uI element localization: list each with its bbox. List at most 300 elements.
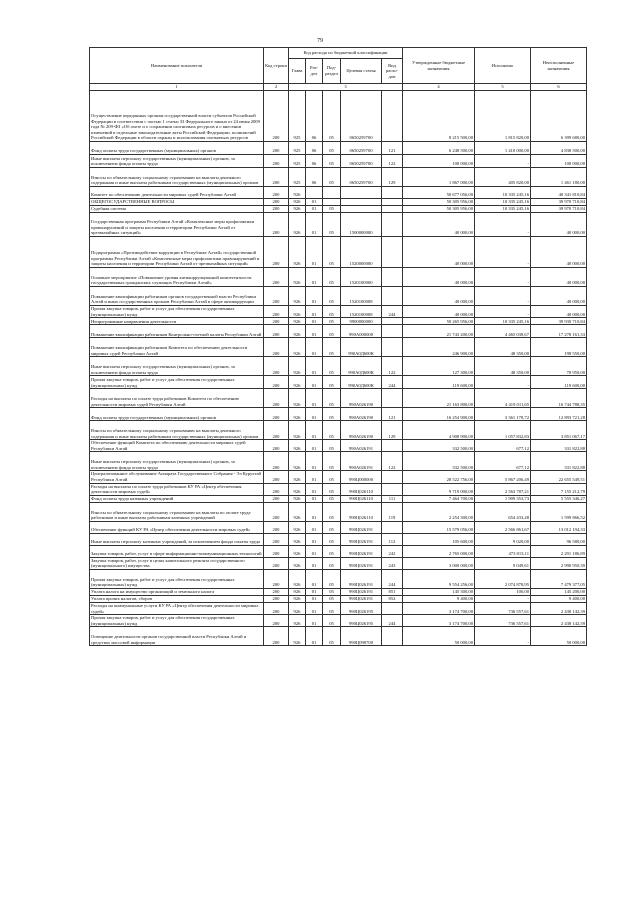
row-target: 990Ц026110: [341, 502, 382, 521]
row-razdel: 01: [306, 306, 323, 318]
row-code: 200: [264, 615, 289, 627]
row-code: 200: [264, 206, 289, 213]
row-unexecuted: 40 341 810,84: [531, 187, 587, 199]
row-target: 0650259700: [341, 142, 382, 155]
row-code: 200: [264, 483, 289, 495]
header-razdel: Раз-дел: [306, 59, 323, 84]
row-podrazdel: 05: [323, 588, 341, 595]
row-glava: 925: [289, 91, 306, 142]
row-glava: 926: [289, 595, 306, 602]
row-podrazdel: 05: [323, 357, 341, 376]
row-glava: 926: [289, 615, 306, 627]
row-executed: 405 820,00: [475, 168, 531, 187]
row-unexecuted: 39 970 710,84: [531, 206, 587, 213]
table-row: [90, 325, 587, 338]
row-unexecuted: 12 893 721,28: [531, 408, 587, 421]
column-number: 1: [90, 84, 264, 91]
row-glava: 926: [289, 325, 306, 338]
row-target: 0650259700: [341, 155, 382, 168]
row-name: Расходы на коммунальные услуги КУ РА «Центр обеспечения деятельности мировых судей»: [90, 602, 264, 614]
row-expense-type: 122: [382, 452, 403, 471]
row-podrazdel: 05: [323, 408, 341, 421]
row-approved: 15 579 056,00: [403, 521, 475, 533]
row-razdel: 01: [306, 557, 323, 569]
row-expense-type: [382, 521, 403, 533]
row-podrazdel: 05: [323, 495, 341, 502]
row-target: 990А0Д600К: [341, 357, 382, 376]
table-row: [90, 318, 587, 325]
row-unexecuted: 39 970 710,84: [531, 199, 587, 206]
row-name: Централизованное обслуживание Аппарата Государственного Собрания - Эл Курултай Республики Алтай: [90, 471, 264, 483]
row-code: 200: [264, 155, 289, 168]
row-name: Фонд оплаты труда государственных (муниципальных) органов: [90, 408, 264, 421]
row-code: 200: [264, 545, 289, 557]
column-number: 2: [264, 84, 289, 91]
row-target: 990А0Д600К: [341, 338, 382, 357]
row-target: 990Ц026191: [341, 545, 382, 557]
row-name: Повышение квалификации работников Комитета по обеспечению деятельности мировых судей Республики Алтай: [90, 338, 264, 357]
row-glava: 925: [289, 155, 306, 168]
row-target: 990Ц026195: [341, 615, 382, 627]
row-glava: 926: [289, 421, 306, 440]
row-code: 200: [264, 452, 289, 471]
row-code: 200: [264, 602, 289, 614]
row-unexecuted: 22 655 549,51: [531, 471, 587, 483]
row-executed: 677,12: [475, 452, 531, 471]
table-row: [90, 199, 587, 206]
row-unexecuted: 7 155 212,79: [531, 483, 587, 495]
row-expense-type: 244: [382, 615, 403, 627]
table-row: [90, 440, 587, 452]
row-glava: 926: [289, 408, 306, 421]
row-approved: 4 908 900,00: [403, 421, 475, 440]
table-row: [90, 268, 587, 287]
row-glava: 926: [289, 338, 306, 357]
row-glava: 926: [289, 440, 306, 452]
row-podrazdel: 05: [323, 602, 341, 614]
row-approved: 50 305 956,00: [403, 199, 475, 206]
row-glava: 926: [289, 357, 306, 376]
row-target: 990Ц000000: [341, 471, 382, 483]
row-podrazdel: 05: [323, 287, 341, 306]
row-name: Подпрограмма «Противодействие коррупции в Республике Алтай» государственной программы Республики Алтай «Комплексные меры профилактики правонарушений и защиты населения и территории Республики Алтай от чрезвычайных ситуаций»: [90, 237, 264, 268]
row-approved: 21 743 200,00: [403, 325, 475, 338]
table-row: [90, 615, 587, 627]
row-razdel: 01: [306, 206, 323, 213]
row-target: [341, 199, 382, 206]
row-name: Обеспечение функций КУ РА «Центр обеспечения деятельности мировых судей»: [90, 521, 264, 533]
row-expense-type: 119: [382, 502, 403, 521]
row-approved: 50 305 956,00: [403, 206, 475, 213]
row-name: Судебная система: [90, 206, 264, 213]
row-code: 200: [264, 357, 289, 376]
row-expense-type: 121: [382, 142, 403, 155]
row-code: 200: [264, 325, 289, 338]
row-podrazdel: 05: [323, 91, 341, 142]
row-code: 200: [264, 237, 289, 268]
row-executed: 1 057 832,83: [475, 421, 531, 440]
row-approved: 145 300,00: [403, 588, 475, 595]
row-executed: -: [475, 376, 531, 389]
row-expense-type: 122: [382, 155, 403, 168]
row-glava: 926: [289, 199, 306, 206]
row-unexecuted: 40 000,00: [531, 213, 587, 237]
table-row: [90, 168, 587, 187]
row-unexecuted: 1 461 180,00: [531, 168, 587, 187]
table-row: [90, 421, 587, 440]
row-approved: 16 254 900,00: [403, 408, 475, 421]
row-podrazdel: 05: [323, 206, 341, 213]
header-approved: Утвержденные бюджетные назначения: [403, 48, 475, 84]
row-razdel: 06: [306, 91, 323, 142]
row-podrazdel: [323, 199, 341, 206]
row-approved: 2 765 000,00: [403, 545, 475, 557]
row-glava: 926: [289, 452, 306, 471]
row-approved: 50 265 956,00: [403, 318, 475, 325]
row-razdel: 01: [306, 357, 323, 376]
row-target: 990Ц026191: [341, 569, 382, 588]
table-body: [90, 91, 587, 646]
row-glava: 926: [289, 237, 306, 268]
row-name: Взносы по обязательному социальному страхованию на выплаты денежного содержания и иные выплаты работникам государственных (муниципальных) органов: [90, 421, 264, 440]
row-razdel: 01: [306, 595, 323, 602]
row-code: 200: [264, 213, 289, 237]
row-target: 1520100008: [341, 287, 382, 306]
row-unexecuted: 1 599 866,52: [531, 502, 587, 521]
row-name: Государственная программа Республики Алтай «Комплексные меры профилактики правонарушений и защиты населения и территории Республики Алтай от чрезвычайных ситуаций»: [90, 213, 264, 237]
table-row: [90, 287, 587, 306]
row-razdel: 01: [306, 471, 323, 483]
row-razdel: 01: [306, 602, 323, 614]
row-razdel: 01: [306, 495, 323, 502]
row-razdel: 01: [306, 338, 323, 357]
row-target: 990А026191: [341, 452, 382, 471]
table-row: [90, 389, 587, 408]
table-row: [90, 557, 587, 569]
row-glava: 926: [289, 627, 306, 646]
row-approved: 7 464 700,00: [403, 495, 475, 502]
row-name: Иные выплаты персоналу государственных (муниципальных) органов, за исключением фонда оплаты труда: [90, 155, 264, 168]
row-executed: 100,00: [475, 588, 531, 595]
row-glava: 926: [289, 389, 306, 408]
row-name: Повышение квалификации работников органов государственной власти Республики Алтай и иных государственных органов Республики Алтай в сфере антикоррупции: [90, 287, 264, 306]
row-unexecuted: 39 930 710,84: [531, 318, 587, 325]
row-target: 990Ц026191: [341, 595, 382, 602]
row-razdel: 01: [306, 615, 323, 627]
row-approved: 9 719 000,00: [403, 483, 475, 495]
table-row: [90, 213, 587, 237]
row-unexecuted: 40 000,00: [531, 306, 587, 318]
row-name: Основное мероприятие «Повышение уровня антикоррупционной компетентности государственных гражданских служащих Республики Алтай»: [90, 268, 264, 287]
row-target: 990Ц026191: [341, 588, 382, 595]
row-approved: 100 000,00: [403, 155, 475, 168]
table-row: [90, 521, 587, 533]
row-expense-type: [382, 318, 403, 325]
row-expense-type: 129: [382, 168, 403, 187]
row-name: Уплата прочих налогов, сборов: [90, 595, 264, 602]
row-approved: 3 174 700,00: [403, 602, 475, 614]
row-podrazdel: 05: [323, 268, 341, 287]
row-glava: 926: [289, 588, 306, 595]
row-expense-type: 129: [382, 421, 403, 440]
row-executed: 1 815 820,00: [475, 91, 531, 142]
table-row: [90, 206, 587, 213]
row-unexecuted: 2 990 950,39: [531, 557, 587, 569]
row-name: Иные выплаты персоналу государственных (муниципальных) органов, за исключением фонда оплаты труда: [90, 452, 264, 471]
column-number: 3: [289, 84, 403, 91]
row-expense-type: [382, 440, 403, 452]
row-unexecuted: 40 000,00: [531, 287, 587, 306]
row-name: Осуществление переданных органам государственной власти субъектов Российской Федерации в соответствии с частью 1 статьи 33 Федерального закона от 24 июня 2009 года № 209-ФЗ «Об охоте и о сохранении охотничьих ресурсов и о внесении изменений в отдельные законодательные акты Российской Федерации» полномочий Российской Федерации в области охраны и использования охотничьих ресурсов: [90, 91, 264, 142]
row-glava: 926: [289, 187, 306, 199]
row-unexecuted: 17 278 161,33: [531, 325, 587, 338]
row-name: Фонд оплаты труда казенных учреждений: [90, 495, 264, 502]
row-approved: 246 900,00: [403, 338, 475, 357]
row-name: Комитет по обеспечению деятельности мировых судей Республики Алтай: [90, 187, 264, 199]
row-podrazdel: 05: [323, 421, 341, 440]
row-glava: 926: [289, 602, 306, 614]
row-code: 200: [264, 91, 289, 142]
row-podrazdel: 05: [323, 389, 341, 408]
row-podrazdel: 05: [323, 471, 341, 483]
row-podrazdel: 05: [323, 569, 341, 588]
row-podrazdel: 05: [323, 213, 341, 237]
row-name: ОБЩЕГОСУДАРСТВЕННЫЕ ВОПРОСЫ: [90, 199, 264, 206]
row-expense-type: 852: [382, 595, 403, 602]
row-target: 990А026190: [341, 389, 382, 408]
row-expense-type: [382, 471, 403, 483]
row-executed: -: [475, 595, 531, 602]
row-razdel: 01: [306, 376, 323, 389]
row-approved: 50 000,00: [403, 627, 475, 646]
row-executed: 9 049,61: [475, 557, 531, 569]
row-expense-type: [382, 206, 403, 213]
row-razdel: 01: [306, 389, 323, 408]
row-code: 200: [264, 142, 289, 155]
row-approved: 3 174 700,00: [403, 615, 475, 627]
row-razdel: 01: [306, 440, 323, 452]
row-executed: -: [475, 306, 531, 318]
row-name: Непрограммные направления деятельности: [90, 318, 264, 325]
table-row: [90, 452, 587, 471]
row-podrazdel: 05: [323, 533, 341, 545]
row-glava: 926: [289, 268, 306, 287]
row-unexecuted: 7 479 377,05: [531, 569, 587, 588]
row-unexecuted: 2 291 186,89: [531, 545, 587, 557]
row-glava: 926: [289, 471, 306, 483]
row-unexecuted: 2 438 142,39: [531, 615, 587, 627]
row-expense-type: [382, 627, 403, 646]
row-expense-type: [382, 338, 403, 357]
table-row: [90, 569, 587, 588]
row-razdel: 01: [306, 627, 323, 646]
header-target: Целевая статья: [341, 59, 382, 84]
row-razdel: 01: [306, 569, 323, 588]
row-name: Закупка товаров, работ, услуг в сфере информационно-коммуникационных технологий: [90, 545, 264, 557]
row-approved: 40 000,00: [403, 268, 475, 287]
row-executed: 736 557,61: [475, 602, 531, 614]
row-executed: 736 557,61: [475, 615, 531, 627]
row-razdel: 01: [306, 325, 323, 338]
row-razdel: 01: [306, 588, 323, 595]
row-expense-type: [382, 287, 403, 306]
table-row: [90, 595, 587, 602]
header-expense-type: Вид расхо-дов: [382, 59, 403, 84]
row-glava: 926: [289, 206, 306, 213]
row-podrazdel: 05: [323, 452, 341, 471]
row-name: Прочая закупка товаров, работ и услуг для обеспечения государственных (муниципальных) нужд: [90, 615, 264, 627]
row-podrazdel: 05: [323, 627, 341, 646]
row-executed: 10 335 245,16: [475, 318, 531, 325]
row-target: 990А026191: [341, 440, 382, 452]
row-razdel: 01: [306, 533, 323, 545]
budget-execution-table: [89, 47, 587, 646]
row-podrazdel: 05: [323, 502, 341, 521]
row-expense-type: [382, 199, 403, 206]
row-executed: 4 419 011,65: [475, 389, 531, 408]
row-code: 200: [264, 306, 289, 318]
row-approved: 3 000 000,00: [403, 557, 475, 569]
row-code: 200: [264, 557, 289, 569]
row-unexecuted: 9 400,00: [531, 595, 587, 602]
row-approved: 2 254 300,00: [403, 502, 475, 521]
row-razdel: 01: [306, 199, 323, 206]
row-expense-type: [382, 325, 403, 338]
row-name: Прочая закупка товаров, работ и услуг для обеспечения государственных (муниципальных) нужд: [90, 569, 264, 588]
header-name: Наименование показателя: [90, 48, 264, 84]
row-razdel: 01: [306, 421, 323, 440]
row-unexecuted: 198 550,00: [531, 338, 587, 357]
row-code: 200: [264, 533, 289, 545]
row-name: Взносы по обязательному социальному страхованию на выплаты денежного содержания и иные выплаты работникам государственных (муниципальных) органов: [90, 168, 264, 187]
row-unexecuted: 100 000,00: [531, 155, 587, 168]
row-unexecuted: 145 200,00: [531, 588, 587, 595]
row-code: 200: [264, 440, 289, 452]
row-executed: 10 335 245,16: [475, 187, 531, 199]
column-number: 6: [531, 84, 587, 91]
row-code: 200: [264, 521, 289, 533]
row-podrazdel: 05: [323, 318, 341, 325]
header-unexecuted: Неисполненные назначения: [531, 48, 587, 84]
row-code: 200: [264, 389, 289, 408]
row-executed: 1 909 353,73: [475, 495, 531, 502]
row-target: 1520100000: [341, 268, 382, 287]
row-executed: 473 813,11: [475, 545, 531, 557]
row-glava: 926: [289, 495, 306, 502]
page-number: 79: [317, 38, 323, 44]
row-approved: 127 300,00: [403, 357, 475, 376]
row-code: 200: [264, 287, 289, 306]
header-podrazdel: Под-раздел: [323, 59, 341, 84]
row-expense-type: 244: [382, 569, 403, 588]
row-approved: 6 248 500,00: [403, 142, 475, 155]
row-executed: 9 020,00: [475, 533, 531, 545]
row-executed: -: [475, 213, 531, 237]
row-expense-type: 851: [382, 588, 403, 595]
row-glava: 926: [289, 545, 306, 557]
row-code: 200: [264, 627, 289, 646]
table-row: [90, 545, 587, 557]
row-unexecuted: 6 399 680,00: [531, 91, 587, 142]
row-target: 990А026190: [341, 421, 382, 440]
row-podrazdel: 05: [323, 237, 341, 268]
row-podrazdel: 05: [323, 521, 341, 533]
row-executed: 3 361 178,72: [475, 408, 531, 421]
row-target: 990Ц026110: [341, 495, 382, 502]
row-glava: 926: [289, 213, 306, 237]
row-name: Иные выплаты персоналу государственных (муниципальных) органов, за исключением фонда оплаты труда: [90, 357, 264, 376]
header-row-code: Код строки: [264, 48, 289, 84]
row-approved: 28 522 756,00: [403, 471, 475, 483]
row-code: 200: [264, 471, 289, 483]
row-approved: 40 000,00: [403, 213, 475, 237]
column-number: 4: [403, 84, 475, 91]
row-razdel: 01: [306, 502, 323, 521]
row-glava: 925: [289, 168, 306, 187]
row-executed: 4 465 038,67: [475, 325, 531, 338]
table-row: [90, 627, 587, 646]
table-row: [90, 357, 587, 376]
row-code: 200: [264, 338, 289, 357]
row-approved: 8 215 500,00: [403, 91, 475, 142]
row-unexecuted: 16 744 788,35: [531, 389, 587, 408]
row-expense-type: 122: [382, 357, 403, 376]
row-podrazdel: 05: [323, 338, 341, 357]
row-glava: 925: [289, 142, 306, 155]
table-row: [90, 533, 587, 545]
row-expense-type: 244: [382, 376, 403, 389]
row-podrazdel: 05: [323, 595, 341, 602]
row-podrazdel: [323, 187, 341, 199]
table-row: [90, 142, 587, 155]
row-razdel: 01: [306, 408, 323, 421]
row-executed: 48 350,00: [475, 357, 531, 376]
row-executed: 2 074 878,95: [475, 569, 531, 588]
row-razdel: 01: [306, 545, 323, 557]
row-executed: -: [475, 268, 531, 287]
table-row: [90, 187, 587, 199]
row-executed: 5 867 206,49: [475, 471, 531, 483]
row-unexecuted: 3 851 067,17: [531, 421, 587, 440]
row-name: Обеспечение функций Комитета по обеспечению деятельности мировых судей Республики Алтай: [90, 440, 264, 452]
table-row: [90, 306, 587, 318]
row-expense-type: [382, 389, 403, 408]
row-podrazdel: 05: [323, 168, 341, 187]
column-number: 5: [475, 84, 531, 91]
row-approved: 9 554 256,00: [403, 569, 475, 588]
row-expense-type: 244: [382, 306, 403, 318]
row-target: 990Ц026191: [341, 521, 382, 533]
row-expense-type: 242: [382, 545, 403, 557]
row-glava: 926: [289, 502, 306, 521]
row-razdel: 06: [306, 142, 323, 155]
row-target: 9900000000: [341, 318, 382, 325]
row-name: Освещение деятельности органов государственной власти Республики Алтай и средствах массовой информации: [90, 627, 264, 646]
row-expense-type: [382, 213, 403, 237]
row-expense-type: [382, 602, 403, 614]
row-executed: 2 566 861,67: [475, 521, 531, 533]
row-podrazdel: 05: [323, 325, 341, 338]
row-approved: 332 500,00: [403, 440, 475, 452]
row-razdel: 01: [306, 483, 323, 495]
row-name: Закупка товаров, работ, услуг в целях капитального ремонта государственного (муниципального) имущества: [90, 557, 264, 569]
row-glava: 926: [289, 483, 306, 495]
row-target: [341, 187, 382, 199]
row-expense-type: 121: [382, 408, 403, 421]
row-executed: 10 335 245,16: [475, 199, 531, 206]
row-expense-type: 111: [382, 495, 403, 502]
row-target: 990А026190: [341, 408, 382, 421]
